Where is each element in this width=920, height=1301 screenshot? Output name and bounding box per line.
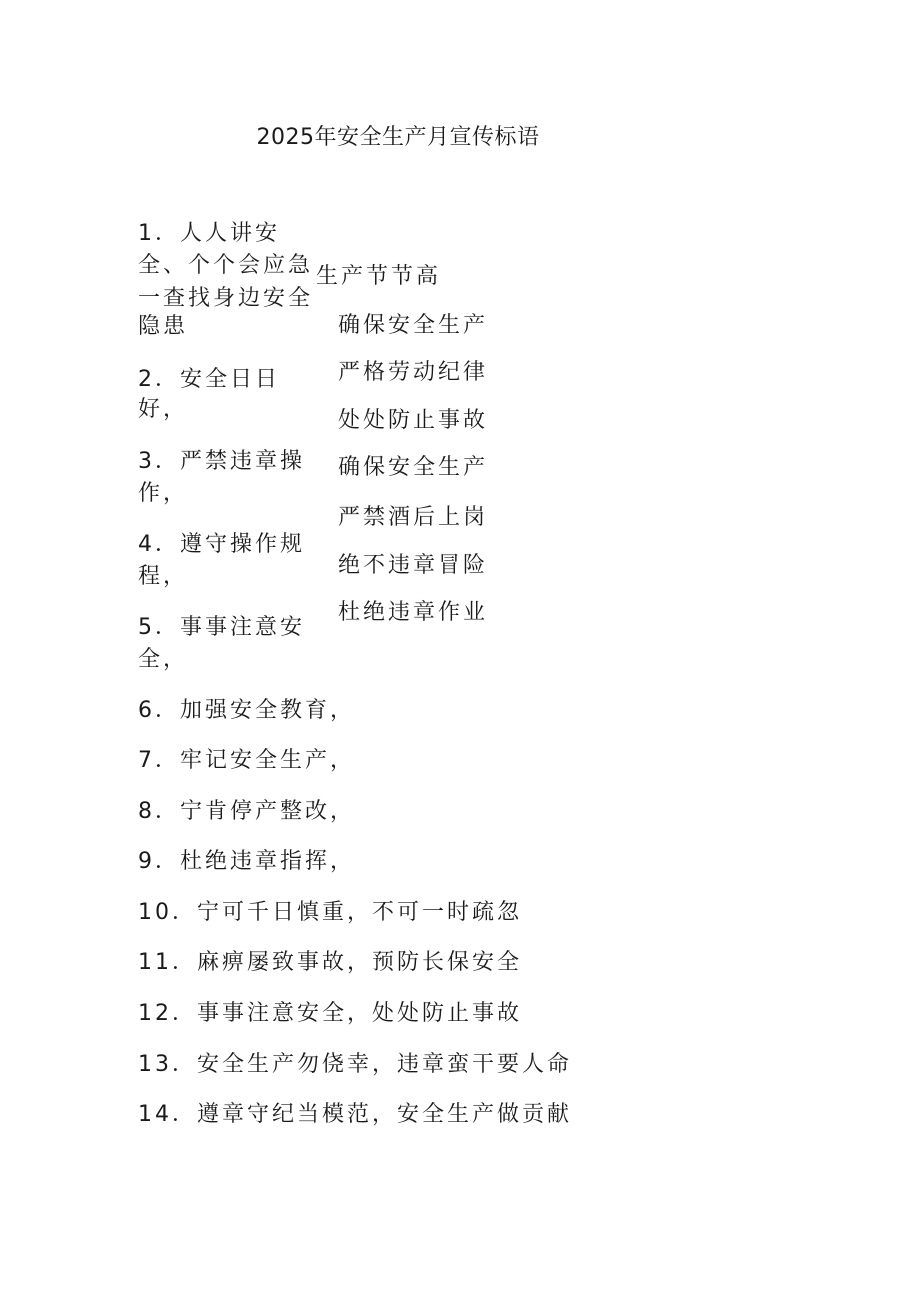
- list-item: 12．事事注意安全，处处防止事故: [138, 1001, 522, 1026]
- list-item: 9．杜绝违章指挥，: [138, 849, 355, 874]
- list-item: 绝不违章冒险: [338, 553, 489, 578]
- list-item: 确保安全生产: [338, 455, 489, 480]
- list-item: 严禁酒后上岗: [338, 505, 489, 530]
- list-item: 程，: [138, 564, 189, 589]
- list-item: 2．安全日日: [138, 367, 280, 392]
- list-item: 处处防止事故: [338, 408, 489, 433]
- list-item: 11．麻痹屡致事故，预防长保安全: [138, 950, 522, 975]
- list-item: 10．宁可千日慎重，不可一时疏忽: [138, 900, 522, 925]
- list-item: 作，: [138, 481, 189, 506]
- list-item: 3．严禁违章操: [138, 449, 305, 474]
- list-item: 杜绝违章作业: [338, 600, 489, 625]
- list-item: 好，: [138, 397, 189, 422]
- list-item: 7．牢记安全生产，: [138, 748, 355, 773]
- list-item: 1．人人讲安: [138, 221, 280, 246]
- list-item: 确保安全生产: [338, 313, 489, 338]
- list-item: 全，: [138, 647, 189, 672]
- list-item: 6．加强安全教育，: [138, 698, 355, 723]
- list-item: 生产节节高: [316, 264, 442, 289]
- list-item: 严格劳动纪律: [338, 360, 489, 385]
- list-item: 14．遵章守纪当模范，安全生产做贡献: [138, 1102, 572, 1127]
- document-title: 2025年安全生产月宣传标语: [256, 125, 540, 150]
- list-item: 隐患: [138, 314, 189, 339]
- list-item: 全、个个会应急: [138, 253, 314, 278]
- list-item: 8．宁肯停产整改，: [138, 799, 355, 824]
- list-item: 13．安全生产勿侥幸，违章蛮干要人命: [138, 1052, 572, 1077]
- list-item: 5．事事注意安: [138, 615, 305, 640]
- list-item: 一查找身边安全: [138, 286, 314, 311]
- list-item: 4．遵守操作规: [138, 532, 305, 557]
